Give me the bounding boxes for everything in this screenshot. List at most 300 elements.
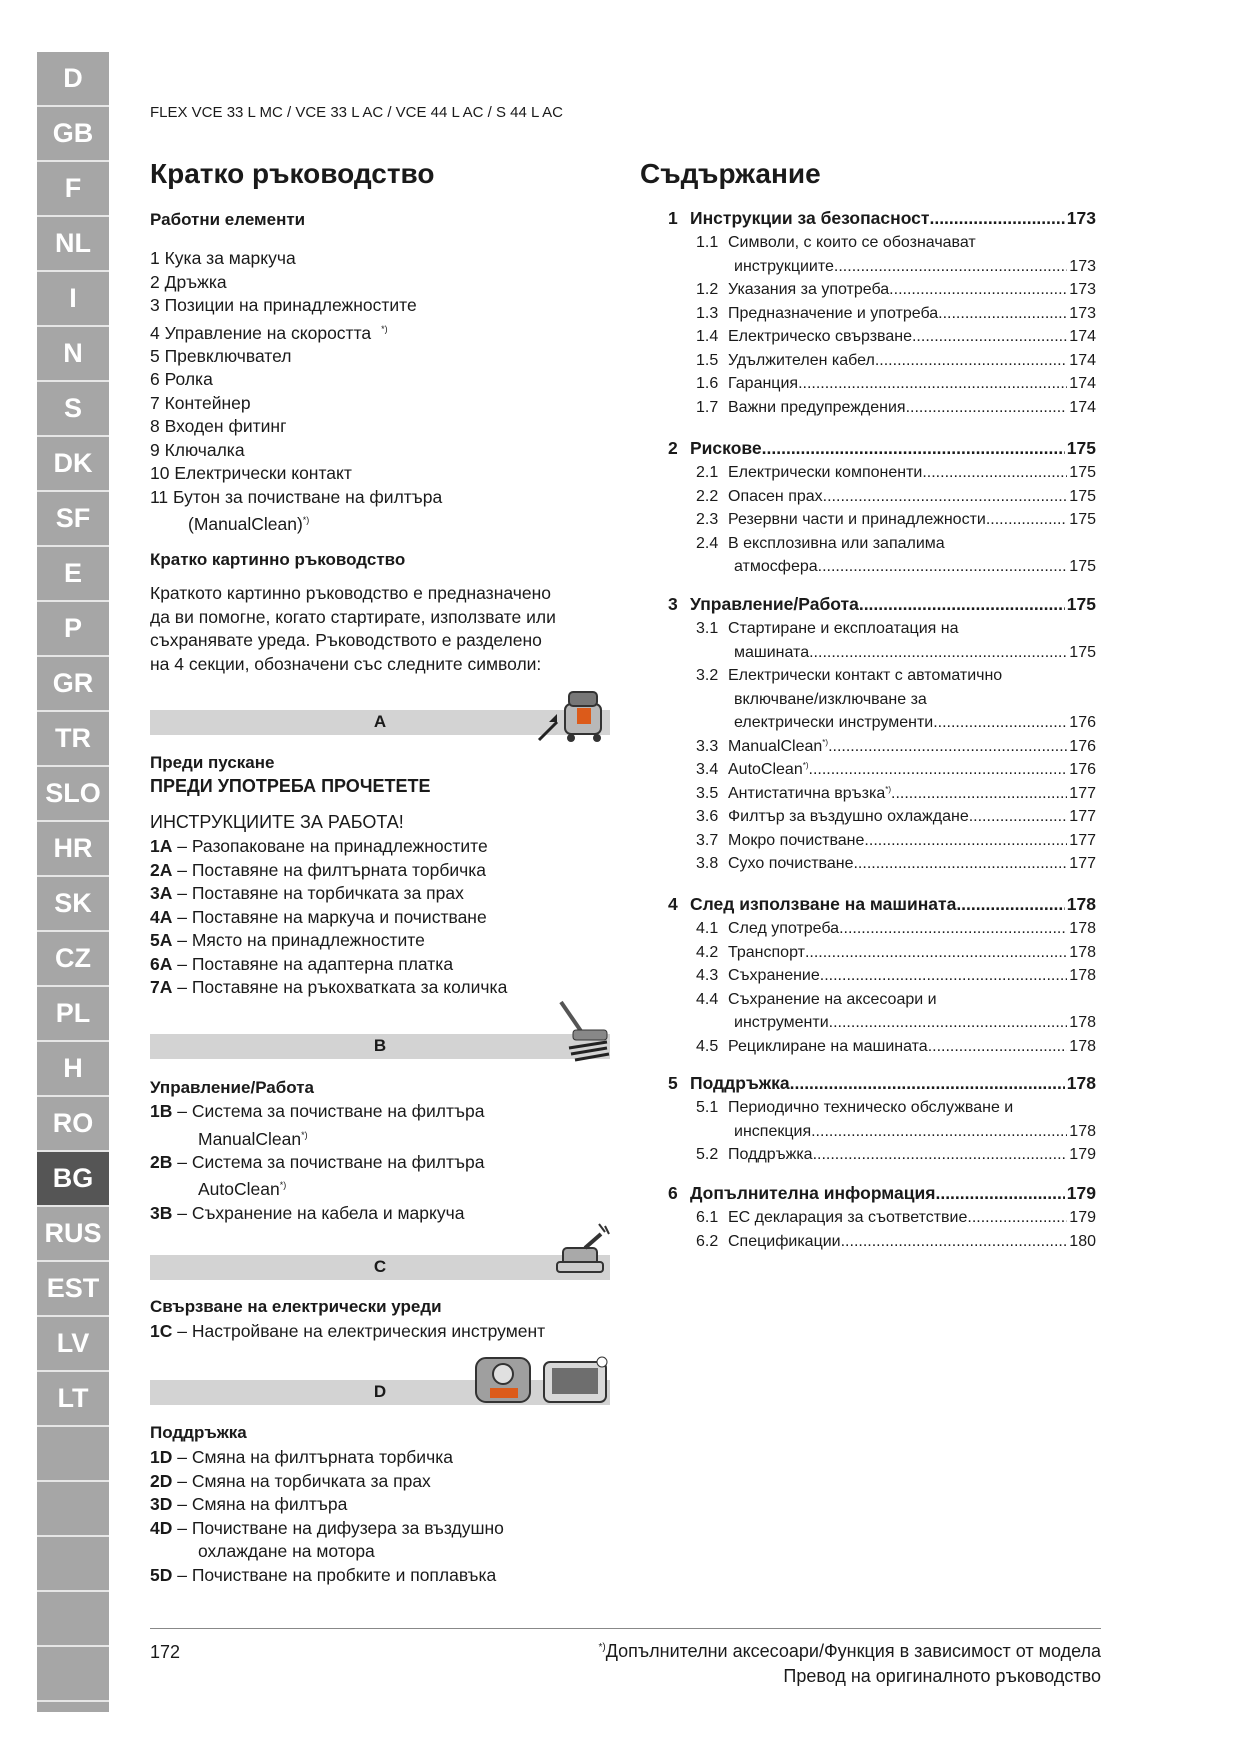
- language-tab-sf[interactable]: SF: [37, 492, 109, 547]
- toc-item-page: 173: [1069, 304, 1096, 322]
- toc-item-title: Опасен прах: [728, 487, 823, 505]
- language-tab-empty: [37, 1647, 109, 1702]
- toc-chapter-number: 5: [668, 1073, 678, 1093]
- toc-item-number: 3.6: [696, 808, 719, 825]
- section-item: [150, 1320, 545, 1344]
- operating-element-item: [150, 392, 442, 416]
- toc-leader: [969, 808, 1068, 826]
- section-item-text: – Поставяне на торбичката за прах: [172, 883, 464, 903]
- toc-item-continuation: [734, 558, 1096, 576]
- toc-item: [696, 1146, 1096, 1164]
- toc-item-page: 177: [1069, 808, 1096, 825]
- section-item-text: – Смяна на торбичката за прах: [172, 1470, 431, 1491]
- toc-chapter: [668, 1073, 1096, 1094]
- section-item-code: 3D: [150, 1494, 173, 1514]
- toc-chapter: [668, 1183, 1096, 1204]
- language-tab-gb[interactable]: GB: [37, 107, 109, 162]
- section-a-heading2: ПРЕДИ УПОТРЕБА ПРОЧЕТЕТЕ: [150, 776, 431, 796]
- operating-elements-list: [150, 247, 442, 537]
- language-tab-d[interactable]: D: [37, 52, 109, 107]
- section-item: [150, 859, 507, 883]
- picture-guide-text: [150, 582, 556, 676]
- toc-item-number: 3.7: [696, 831, 719, 849]
- operating-element-label: 4 Управление на скоростта: [150, 322, 372, 343]
- toc-item-page: 174: [1069, 398, 1096, 416]
- toc-item-page: 176: [1069, 761, 1096, 778]
- toc-leader: [839, 920, 1067, 938]
- toc-item-number: 3.1: [696, 620, 719, 637]
- toc-item-page: 176: [1069, 737, 1096, 755]
- section-item-code: 2D: [150, 1470, 173, 1491]
- section-item-code: 3A: [150, 883, 173, 903]
- section-item-continuation: [150, 1124, 484, 1151]
- footnote-mark: *): [822, 737, 829, 747]
- language-tab-pl[interactable]: PL: [37, 987, 109, 1042]
- language-tab-h[interactable]: H: [37, 1042, 109, 1097]
- footer-note-mark: *): [598, 1642, 606, 1653]
- toc-item-title: Важни предупреждения: [728, 398, 906, 416]
- picture-guide-line: на 4 секции, обозначени със следните символи:: [150, 653, 542, 674]
- toc-leader: [823, 488, 1068, 506]
- section-c-heading: Свързване на електрически уреди: [150, 1297, 442, 1316]
- toc-item-number: 4.1: [696, 920, 719, 937]
- toc-chapter-page: 175: [1066, 594, 1096, 614]
- operating-element-label: 5 Превключвател: [150, 345, 292, 366]
- section-item-code: 1A: [150, 836, 173, 856]
- toc-leader: [853, 855, 1067, 873]
- operating-element-item: [150, 486, 442, 510]
- toc-item: [696, 738, 1096, 756]
- language-tab-sk[interactable]: SK: [37, 877, 109, 932]
- toc-item: [696, 488, 1096, 506]
- toc-item-title: Транспорт: [728, 943, 805, 961]
- toc-item-page: 178: [1069, 1037, 1096, 1055]
- toc-item-number: 4.4: [696, 990, 719, 1008]
- section-c-bar: [150, 1255, 610, 1280]
- toc-item-title: Спецификации: [728, 1232, 841, 1250]
- toc-chapter-number: 2: [668, 438, 678, 458]
- toc-item: [696, 761, 1096, 779]
- operating-elements-heading: Работни елементи: [150, 210, 306, 229]
- toc-item-cont-text: инструменти: [734, 1014, 829, 1031]
- toc-leader: [805, 944, 1067, 962]
- section-item-code: 1B: [150, 1101, 173, 1121]
- toc-item: [696, 855, 1096, 873]
- language-tab-e[interactable]: E: [37, 547, 109, 602]
- toc-item-page: 178: [1069, 1122, 1096, 1140]
- toc-item-number: 1.6: [696, 375, 719, 392]
- section-item: [150, 1470, 504, 1494]
- language-tab-p[interactable]: P: [37, 602, 109, 657]
- language-tab-lv[interactable]: LV: [37, 1317, 109, 1372]
- toc-chapter-title: Инструкции за безопасност: [690, 208, 930, 228]
- toc-item-number: 3.4: [696, 761, 719, 778]
- language-tab-bar: [37, 52, 109, 1712]
- picture-guide-heading: Кратко картинно ръководство: [150, 550, 406, 569]
- toc-item-continuation: [734, 1014, 1096, 1032]
- section-item-code: 4A: [150, 906, 173, 927]
- footnote-mark: *): [301, 1129, 308, 1140]
- section-item-text: – Настройване на електрическия инструмент: [172, 1321, 546, 1341]
- section-b-list: [150, 1100, 484, 1225]
- section-item-text: – Поставяне на адаптерна платка: [172, 953, 454, 974]
- toc-item-number: 4.3: [696, 967, 719, 984]
- toc-chapter-title: Рискове: [690, 438, 762, 458]
- section-a-list: [150, 835, 507, 1000]
- toc-chapter: [668, 594, 1096, 615]
- section-item: [150, 1517, 504, 1541]
- section-a-letter: A: [373, 712, 387, 731]
- toc-item-cont-text: инспекция: [734, 1122, 812, 1140]
- toc-item-title: Електрическо свързване: [728, 328, 912, 345]
- toc-leader: [935, 1183, 1064, 1204]
- toc-item: [696, 352, 1096, 370]
- toc-item-page: 178: [1069, 920, 1096, 937]
- floor-nozzle-icon: [555, 1000, 613, 1062]
- language-tab-n[interactable]: N: [37, 327, 109, 382]
- section-item-code: 1C: [150, 1321, 173, 1341]
- toc-leader: [834, 258, 1067, 276]
- toc-leader: [891, 785, 1067, 803]
- section-b-heading: Управление/Работа: [150, 1078, 314, 1097]
- toc-item-number: 1.3: [696, 304, 719, 322]
- toc-item-title: ManualClean: [728, 737, 823, 755]
- toc-leader: [864, 832, 1067, 850]
- toc-leader: [798, 375, 1067, 393]
- toc-item-page: 173: [1069, 257, 1096, 275]
- toc-item: [696, 832, 1096, 850]
- toc-item-title: След употреба: [728, 920, 840, 937]
- language-tab-empty: [37, 1427, 109, 1482]
- toc-item-title: Периодично техническо обслужване и: [728, 1099, 1014, 1116]
- section-item: [150, 835, 507, 859]
- section-item-cont-text: охлаждане на мотора: [198, 1541, 375, 1561]
- toc-leader: [790, 1073, 1065, 1094]
- toc-leader: [889, 281, 1067, 299]
- section-item-text: – Разопаковане на принадлежностите: [172, 836, 488, 856]
- section-item-text: – Поставяне на ръкохватката за количка: [172, 977, 508, 997]
- toc-item-title: Резервни части и принадлежности: [728, 511, 986, 528]
- toc-item-page: 177: [1069, 784, 1096, 802]
- toc-item-number: 2.1: [696, 464, 719, 481]
- toc-leader: [809, 761, 1068, 779]
- toc-item-page: 175: [1069, 643, 1096, 661]
- language-tab-s[interactable]: S: [37, 382, 109, 437]
- toc-item-number: 3.3: [696, 737, 719, 755]
- toc-item-number: 3.5: [696, 784, 719, 802]
- toc-item-title: Електрически компоненти: [728, 464, 923, 481]
- section-item-text: – Почистване на дифузера за въздушно: [172, 1517, 504, 1538]
- section-a-heading3: ИНСТРУКЦИИТЕ ЗА РАБОТА!: [150, 812, 404, 832]
- picture-guide-line: Краткото картинно ръководство е предназначено: [150, 583, 551, 603]
- operating-element-label: 3 Позиции на принадлежностите: [150, 295, 417, 315]
- section-item-code: 2B: [150, 1151, 173, 1172]
- toc-item-number: 6.2: [696, 1232, 719, 1250]
- toc-item: [696, 920, 1096, 938]
- section-b-letter: B: [373, 1036, 387, 1055]
- toc-item-cont-text: инструкциите: [734, 257, 834, 275]
- picture-guide-line: да ви помогне, когато стартирате, използвате или: [150, 606, 556, 627]
- toc-item-title: Гаранция: [728, 375, 799, 392]
- section-item-text: – Смяна на филтърната торбичка: [172, 1447, 453, 1467]
- toc-leader: [809, 644, 1067, 662]
- section-c-list: [150, 1320, 545, 1344]
- toc-item: [696, 1209, 1096, 1227]
- section-item-code: 5D: [150, 1564, 173, 1585]
- section-d-letter: D: [373, 1382, 387, 1401]
- toc-item-page: 179: [1069, 1146, 1096, 1163]
- toc-item-page: 175: [1069, 464, 1096, 481]
- operating-element-label: 2 Дръжка: [150, 271, 227, 292]
- toc-leader: [811, 1123, 1067, 1141]
- toc-item-number: 1.4: [696, 328, 719, 345]
- toc-leader: [928, 1038, 1068, 1056]
- section-item: [150, 1446, 504, 1470]
- toc-item-number: 5.2: [696, 1146, 719, 1163]
- operating-element-label: 9 Ключалка: [150, 439, 245, 460]
- language-tab-f[interactable]: F: [37, 162, 109, 217]
- language-tab-hr[interactable]: HR: [37, 822, 109, 877]
- toc-leader: [956, 894, 1064, 915]
- toc-item-page: 173: [1069, 281, 1096, 298]
- toc-chapter-title: Управление/Работа: [690, 594, 859, 614]
- toc-item-title: ЕС декларация за съответствие: [728, 1209, 968, 1226]
- section-d-heading: Поддръжка: [150, 1423, 247, 1442]
- toc-item-title: Указания за употреба: [728, 281, 890, 298]
- toc-item-continuation: [734, 258, 1096, 276]
- toc-item-page: 179: [1069, 1209, 1096, 1226]
- toc-item-number: 1.7: [696, 398, 719, 416]
- language-tab-gr[interactable]: GR: [37, 657, 109, 712]
- language-tab-lt[interactable]: LT: [37, 1372, 109, 1427]
- toc-leader: [859, 594, 1065, 615]
- section-item-continuation: [150, 1540, 504, 1564]
- toc-item: [696, 1233, 1096, 1251]
- language-tab-dk[interactable]: DK: [37, 437, 109, 492]
- toc-leader: [929, 208, 1064, 229]
- toc-item: [696, 944, 1096, 962]
- translation-note: Превод на оригиналното ръководство: [783, 1666, 1101, 1686]
- footnote-mark: *): [302, 515, 310, 526]
- section-item-code: 3B: [150, 1202, 173, 1223]
- filter-maintenance-icon: [470, 1348, 612, 1410]
- toc-item-number: 4.2: [696, 943, 719, 961]
- section-item-text: – Място на принадлежностите: [172, 930, 425, 950]
- operating-element-label: 11 Бутон за почистване на филтъра: [150, 486, 443, 507]
- section-item-text: – Поставяне на маркуча и почистване: [172, 906, 487, 927]
- toc-item: [696, 967, 1096, 985]
- toc-chapter-title: След използване на машината: [690, 894, 957, 914]
- toc-item-cont-text: атмосфера: [734, 558, 818, 575]
- toc-item-page: 174: [1069, 328, 1096, 345]
- section-item-code: 1D: [150, 1447, 173, 1467]
- operating-element-item: [150, 415, 442, 439]
- toc-chapter-number: 4: [668, 894, 678, 914]
- vacuum-cleaner-icon: [535, 682, 611, 744]
- toc-leader: [906, 399, 1068, 417]
- operating-element-label: 6 Ролка: [150, 369, 213, 390]
- toc-item-continuation: [734, 644, 1096, 662]
- toc-item-continuation: [734, 1123, 1096, 1141]
- toc-item-number: 5.1: [696, 1099, 719, 1116]
- toc-leader: [828, 738, 1067, 756]
- toc-item-number: 2.2: [696, 487, 719, 505]
- operating-element-label: 8 Входен фитинг: [150, 416, 287, 437]
- toc-item-title: AutoClean: [728, 761, 803, 778]
- toc-leader: [875, 352, 1067, 370]
- toc-chapter: [668, 438, 1096, 459]
- operating-element-item: [150, 271, 442, 295]
- operating-element-label: 1 Кука за маркуча: [150, 248, 296, 268]
- toc-item-cont-text: машината: [734, 643, 810, 661]
- footnote-mark: *): [802, 761, 809, 770]
- toc-chapter-title: Допълнителна информация: [690, 1183, 936, 1203]
- toc-leader: [762, 438, 1065, 459]
- toc-item: [696, 535, 1096, 553]
- section-item: [150, 953, 507, 977]
- toc-chapter-number: 1: [668, 208, 678, 228]
- toc-item-title: Символи, с които се обозначават: [728, 234, 976, 251]
- toc-title: Съдържание: [640, 158, 821, 189]
- toc-leader: [829, 1014, 1068, 1032]
- toc-chapter-page: 178: [1066, 894, 1096, 914]
- section-b-bar: [150, 1034, 610, 1059]
- toc-chapter-number: 3: [668, 594, 678, 614]
- language-tab-est[interactable]: EST: [37, 1262, 109, 1317]
- language-tab-tr[interactable]: TR: [37, 712, 109, 767]
- operating-element-item: [150, 462, 442, 486]
- language-tab-nl[interactable]: NL: [37, 217, 109, 272]
- operating-element-item: [150, 368, 442, 392]
- toc-item-number: 3.2: [696, 667, 719, 684]
- operating-element-item: [150, 294, 442, 318]
- section-item: [150, 929, 507, 953]
- toc-item-page: 180: [1069, 1232, 1096, 1250]
- operating-element-item: [150, 509, 442, 536]
- toc-item: [696, 991, 1096, 1009]
- section-item: [150, 1100, 484, 1124]
- section-item: [150, 1493, 504, 1517]
- operating-element-item: [150, 345, 442, 369]
- section-item-code: 4D: [150, 1517, 173, 1538]
- section-item-code: 2A: [150, 859, 173, 880]
- section-c-letter: C: [373, 1257, 387, 1276]
- toc-item: [696, 399, 1096, 417]
- toc-item-title: Удължителен кабел: [728, 351, 875, 369]
- footnote-mark: *): [381, 323, 388, 334]
- language-tab-rus[interactable]: RUS: [37, 1207, 109, 1262]
- toc-item-page: 177: [1069, 855, 1096, 872]
- toc-item: [696, 1038, 1096, 1056]
- toc-chapter-page: 179: [1066, 1183, 1096, 1203]
- toc-item-page: 175: [1069, 487, 1096, 505]
- language-tab-i[interactable]: I: [37, 272, 109, 327]
- language-tab-empty: [37, 1482, 109, 1537]
- toc-item: [696, 785, 1096, 803]
- toc-item-number: 6.1: [696, 1209, 719, 1226]
- toc-item-title: Мокро почистване: [728, 831, 865, 849]
- toc-item: [696, 305, 1096, 323]
- toc-leader: [841, 1233, 1068, 1251]
- toc-item-page: 178: [1069, 1014, 1096, 1031]
- model-line: FLEX VCE 33 L MC / VCE 33 L AC / VCE 44 L AC / S 44 L AC: [150, 104, 563, 121]
- toc-item-number: 3.8: [696, 855, 719, 872]
- power-tool-plug-icon: [555, 1222, 611, 1278]
- section-item-continuation: [150, 1174, 484, 1201]
- toc-item: [696, 808, 1096, 826]
- section-item-text: – Почистване на пробките и поплавъка: [172, 1564, 497, 1585]
- toc-item-page: 174: [1069, 375, 1096, 392]
- toc-leader: [912, 328, 1067, 346]
- toc-item-cont-text: електрически инструменти: [734, 714, 934, 731]
- toc-chapter-number: 6: [668, 1183, 678, 1203]
- toc-chapter-page: 178: [1066, 1073, 1096, 1093]
- section-a-heading: Преди пускане: [150, 753, 275, 772]
- footer-note-text: Допълнителни аксесоари/Функция в зависимост от модела: [605, 1641, 1101, 1661]
- toc-item-number: 2.3: [696, 511, 719, 528]
- section-item-text: – Система за почистване на филтъра: [172, 1101, 485, 1121]
- toc-item-continuation: [734, 691, 1096, 709]
- operating-element-item: [150, 318, 442, 345]
- toc-item: [696, 234, 1096, 252]
- toc-item: [696, 464, 1096, 482]
- picture-guide-line: съхранявате уреда. Ръководството е разделено: [150, 630, 542, 650]
- toc-item-page: 177: [1069, 831, 1096, 849]
- operating-element-label: 10 Електрически контакт: [150, 463, 352, 484]
- toc-item-title: Съхранение: [728, 967, 820, 984]
- toc-chapter: [668, 208, 1096, 229]
- toc-leader: [938, 305, 1067, 323]
- section-d-list: [150, 1446, 504, 1587]
- language-tab-ro[interactable]: RO: [37, 1097, 109, 1152]
- operating-element-item: [150, 247, 442, 271]
- toc-chapter: [668, 894, 1096, 915]
- toc-item-number: 4.5: [696, 1037, 719, 1055]
- toc-item: [696, 1099, 1096, 1117]
- section-item: [150, 882, 507, 906]
- language-tab-bg[interactable]: BG: [37, 1152, 109, 1207]
- toc-item-page: 175: [1069, 511, 1096, 528]
- operating-element-item: [150, 439, 442, 463]
- toc-leader: [813, 1146, 1068, 1164]
- toc-item-title: Антистатична връзка: [728, 784, 886, 802]
- language-tab-empty: [37, 1592, 109, 1647]
- language-tab-empty: [37, 1537, 109, 1592]
- toc-item-number: 1.5: [696, 351, 719, 369]
- toc-item-title: Рециклиране на машината: [728, 1037, 928, 1055]
- toc-item-page: 178: [1069, 967, 1096, 984]
- toc-chapter-page: 175: [1066, 438, 1096, 458]
- toc-leader: [933, 714, 1067, 732]
- toc-item-number: 2.4: [696, 534, 719, 552]
- toc-leader: [986, 511, 1067, 529]
- quick-guide-title: Кратко ръководство: [150, 158, 435, 189]
- section-item-text: – Съхранение на кабела и маркуча: [172, 1202, 465, 1223]
- toc-leader: [922, 464, 1067, 482]
- footer-note: [599, 1641, 1102, 1662]
- toc-item-title: Електрически контакт с автоматично: [728, 667, 1003, 684]
- section-item-text: – Система за почистване на филтъра: [172, 1151, 485, 1172]
- language-tab-cz[interactable]: CZ: [37, 932, 109, 987]
- language-tab-slo[interactable]: SLO: [37, 767, 109, 822]
- section-item: [150, 1202, 484, 1226]
- toc-item-title: В експлозивна или запалима: [728, 534, 945, 552]
- page-number: 172: [150, 1642, 181, 1662]
- toc-item-title: Съхранение на аксесоари и: [728, 990, 937, 1008]
- toc-item-page: 176: [1069, 714, 1096, 731]
- toc-item-title: Поддръжка: [728, 1146, 813, 1163]
- section-item-cont-text: AutoClean: [198, 1179, 280, 1200]
